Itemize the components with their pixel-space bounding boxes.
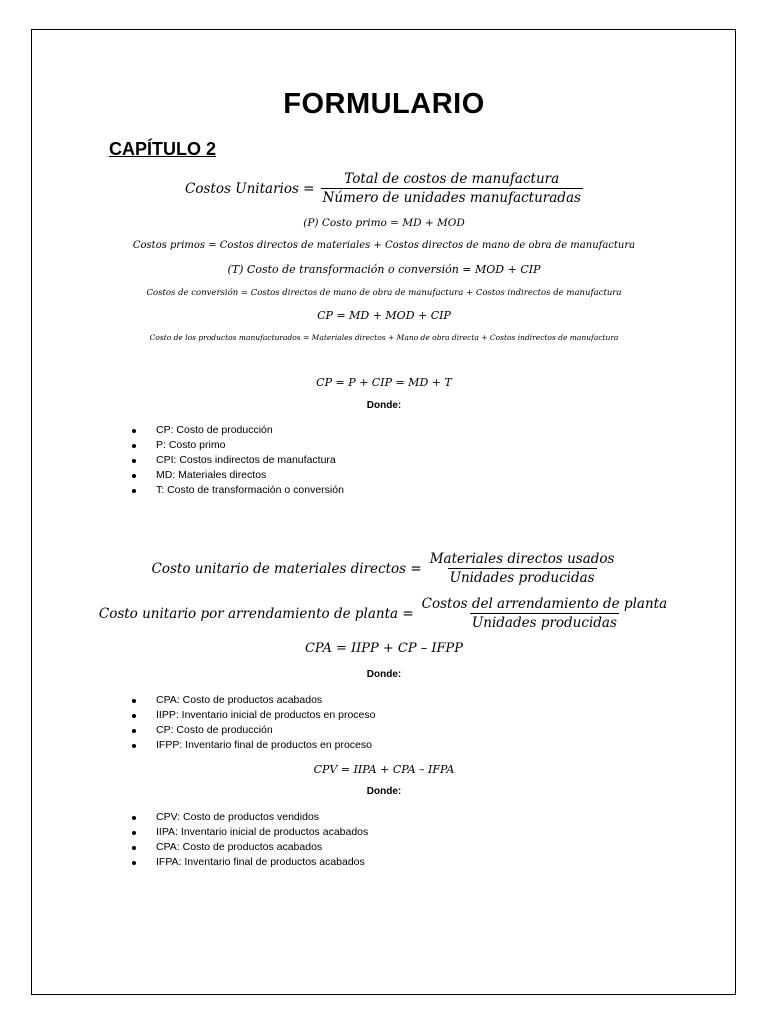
list-item: IIPP: Inventario inicial de productos en proceso — [130, 708, 375, 723]
bullet-icon — [132, 744, 136, 748]
bullet-icon — [132, 816, 136, 820]
formula-costo-arrendamiento — [0, 596, 768, 631]
bullet-icon — [132, 729, 136, 733]
donde-label: Donde: — [366, 786, 402, 797]
formula-lhs: Costos Unitarios = — [185, 180, 315, 197]
bullet-icon — [132, 831, 136, 835]
list-item: CPI: Costos indirectos de manufactura — [130, 453, 344, 468]
formula-costos-unitarios — [0, 171, 768, 206]
formula-costos-primos: Costos primos = Costos directos de materiales + Costos directos de mano de obra de manufactura — [132, 240, 636, 251]
bullet-icon — [132, 861, 136, 865]
fraction-numerator: Costos del arrendamiento de planta — [421, 596, 668, 612]
bullet-icon — [132, 459, 136, 463]
fraction — [321, 171, 583, 206]
list-item: IIPA: Inventario inicial de productos acabados — [130, 825, 368, 840]
definition-list-1 — [130, 423, 344, 498]
bullet-icon — [132, 444, 136, 448]
chapter-heading: CAPÍTULO 2 — [109, 139, 217, 159]
fraction — [420, 596, 669, 631]
list-item: CP: Costo de producción — [130, 723, 375, 738]
formula-lhs: Costo unitario de materiales directos = — [151, 560, 422, 577]
definition-list-2 — [130, 693, 375, 753]
list-item: CPA: Costo de productos acabados — [130, 840, 368, 855]
list-item: CPV: Costo de productos vendidos — [130, 810, 368, 825]
fraction-denominator: Número de unidades manufacturadas — [322, 190, 581, 206]
fraction-numerator: Materiales directos usados — [429, 551, 615, 567]
list-item: IFPP: Inventario final de productos en proceso — [130, 738, 375, 753]
donde-label: Donde: — [366, 669, 402, 680]
formula-costo-unitario-materiales — [0, 551, 768, 586]
definition-list-3 — [130, 810, 368, 870]
bullet-icon — [132, 489, 136, 493]
list-item: MD: Materiales directos — [130, 468, 344, 483]
formula-cpv: CPV = IIPA + CPA – IFPA — [313, 763, 455, 776]
bullet-icon — [132, 474, 136, 478]
list-item: T: Costo de transformación o conversión — [130, 483, 344, 498]
bullet-icon — [132, 429, 136, 433]
donde-label: Donde: — [366, 400, 402, 411]
formula-costo-transformacion: (T) Costo de transformación o conversión = MOD + CIP — [227, 263, 541, 276]
formula-cp: CP = MD + MOD + CIP — [317, 309, 451, 322]
document-title: FORMULARIO — [283, 88, 485, 120]
fraction-denominator: Unidades producidas — [471, 615, 617, 631]
bullet-icon — [132, 714, 136, 718]
list-item: CPA: Costo de productos acabados — [130, 693, 375, 708]
fraction-denominator: Unidades producidas — [449, 570, 595, 586]
list-item: CP: Costo de producción — [130, 423, 344, 438]
bullet-icon — [132, 699, 136, 703]
fraction-numerator: Total de costos de manufactura — [344, 171, 560, 187]
formula-costo-productos-manufacturados: Costo de los productos manufacturados = Materiales directos + Mano de obra directa + Costos indirectos de manufactura — [149, 333, 619, 342]
fraction — [428, 551, 617, 586]
formula-cp-total: CP = P + CIP = MD + T — [316, 376, 452, 389]
formula-costos-conversion: Costos de conversión = Costos directos de mano de obra de manufactura + Costos indirectos de manufactura — [146, 288, 622, 298]
list-item: P: Costo primo — [130, 438, 344, 453]
formula-costo-primo: (P) Costo primo = MD + MOD — [303, 217, 465, 229]
formula-lhs: Costo unitario por arrendamiento de planta = — [98, 605, 414, 622]
bullet-icon — [132, 846, 136, 850]
formula-cpa: CPA = IIPP + CP – IFPP — [304, 641, 464, 656]
list-item: IFPA: Inventario final de productos acabados — [130, 855, 368, 870]
